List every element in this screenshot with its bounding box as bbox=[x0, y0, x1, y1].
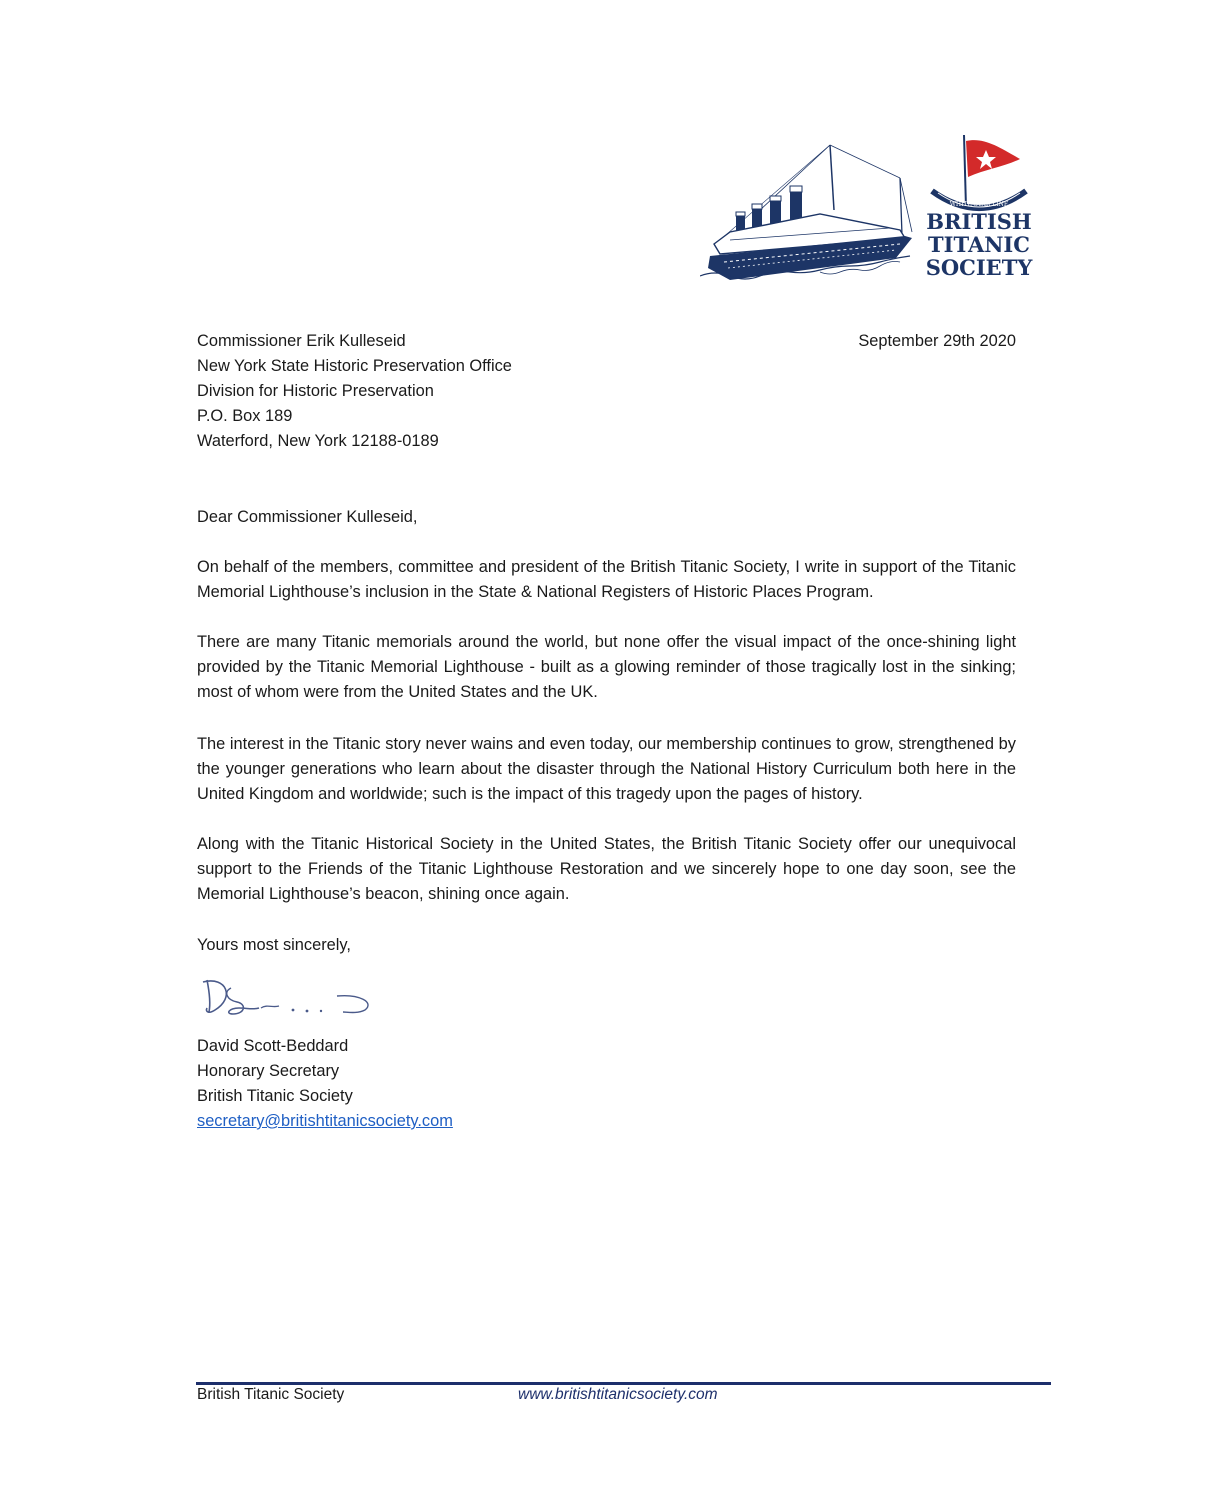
wordmark-line-2: TITANIC bbox=[928, 232, 1030, 257]
body-paragraph: Along with the Titanic Historical Society in the United States, the British Titanic Society offer our unequivocal support to the Friends of the Titanic Lighthouse Restoration and we sincerely hope to one day soon, see the Memorial Lighthouse’s beacon, shining once again. bbox=[197, 835, 1016, 903]
ocean-liner-icon bbox=[700, 140, 915, 285]
white-star-line-ring-text: WHITE STAR LINE bbox=[949, 201, 1009, 208]
salutation: Dear Commissioner Kulleseid, bbox=[197, 508, 418, 526]
body-paragraph: There are many Titanic memorials around the world, but none offer the visual impact of the once-shining light provided by the Titanic Memorial Lighthouse - built as a glowing reminder of those tragically lost in the sinking; most of whom were from the United States and the UK. bbox=[197, 633, 1016, 701]
recipient-line: P.O. Box 189 bbox=[197, 407, 293, 425]
society-wordmark bbox=[924, 210, 1034, 279]
body-paragraph: On behalf of the members, committee and president of the British Titanic Society, I write in support of the Titanic Memorial Lighthouse’s inclusion in the State & National Registers of Historic Places Program. bbox=[197, 558, 1016, 601]
footer-divider bbox=[196, 1382, 1051, 1385]
signer-name: David Scott-Beddard bbox=[197, 1037, 349, 1055]
email-link[interactable]: secretary@britishtitanicsociety.com bbox=[197, 1112, 453, 1130]
recipient-address bbox=[197, 329, 512, 454]
recipient-line: New York State Historic Preservation Office bbox=[197, 357, 512, 375]
closing: Yours most sincerely, bbox=[197, 936, 351, 954]
wordmark-line-1: BRITISH bbox=[926, 209, 1032, 234]
footer-website-link[interactable]: www.britishtitanicsociety.com bbox=[518, 1386, 718, 1403]
letter-date: September 29th 2020 bbox=[858, 332, 1016, 350]
footer-organization: British Titanic Society bbox=[197, 1386, 345, 1403]
signature-block bbox=[197, 1034, 453, 1134]
recipient-line: Commissioner Erik Kulleseid bbox=[197, 332, 406, 350]
recipient-line: Waterford, New York 12188-0189 bbox=[197, 432, 439, 450]
handwritten-signature bbox=[197, 968, 387, 1028]
signer-title: Honorary Secretary bbox=[197, 1062, 340, 1080]
wordmark-line-3: SOCIETY bbox=[925, 255, 1033, 280]
signer-organization: British Titanic Society bbox=[197, 1087, 353, 1105]
recipient-line: Division for Historic Preservation bbox=[197, 382, 434, 400]
body-paragraph: The interest in the Titanic story never wains and even today, our membership continues to grow, strengthened by the younger generations who learn about the disaster through the National History Curriculum both here in the United Kingdom and worldwide; such is the impact of this tragedy upon the pages of history. bbox=[197, 735, 1016, 803]
